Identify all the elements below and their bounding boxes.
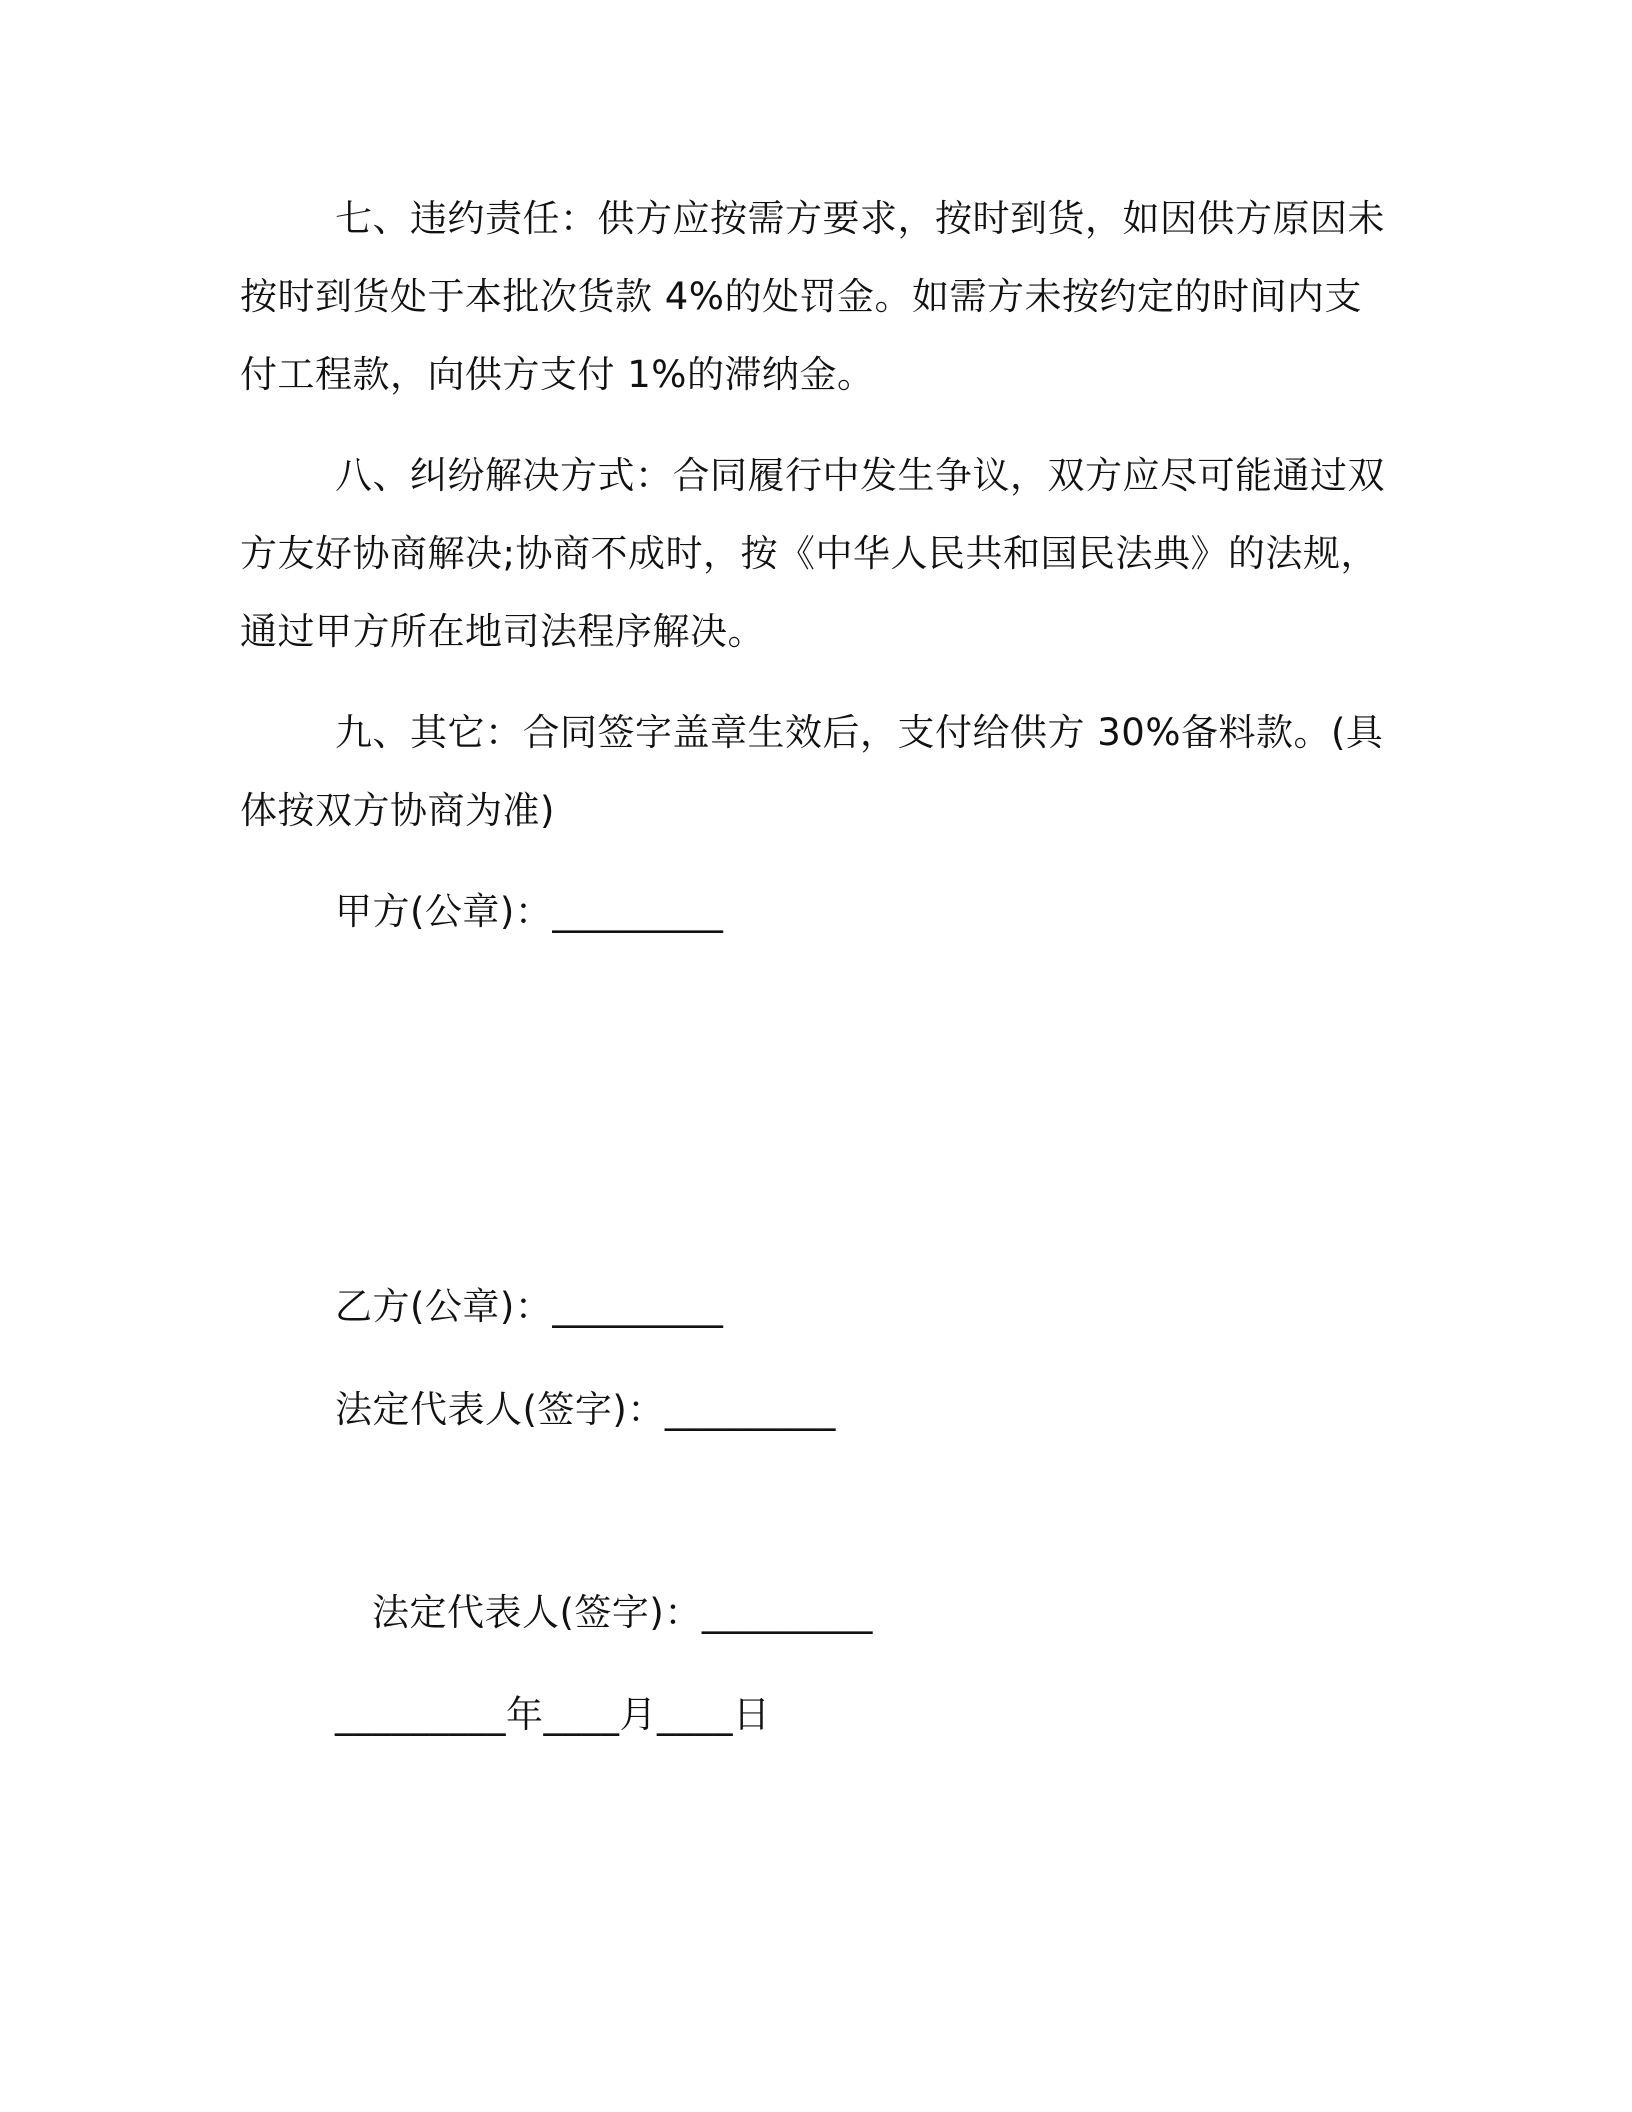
legal-representative-signature-line-1: 法定代表人(签字)：_________ xyxy=(335,1388,836,1431)
party-a-seal-line: 甲方(公章)：_________ xyxy=(335,890,724,933)
party-b-seal-line: 乙方(公章)：_________ xyxy=(335,1285,724,1328)
clause-7-breach-liability: 七、违约责任：供方应按需方要求，按时到货，如因供方原因未按时到货处于本批次货款 4%的处罚金。如需方未按约定的时间内支付工程款，向供方支付 1%的滞纳金。 xyxy=(240,197,1385,396)
signing-date-line: _________年____月____日 xyxy=(335,1693,771,1736)
clause-8-dispute-resolution: 八、纠纷解决方式：合同履行中发生争议，双方应尽可能通过双方友好协商解决;协商不成时，按《中华人民共和国民法典》的法规，通过甲方所在地司法程序解决。 xyxy=(240,454,1385,653)
legal-representative-signature-line-2: 法定代表人(签字)：_________ xyxy=(372,1591,873,1634)
clause-9-other: 九、其它：合同签字盖章生效后，支付给供方 30%备料款。(具体按双方协商为准) xyxy=(240,711,1384,832)
